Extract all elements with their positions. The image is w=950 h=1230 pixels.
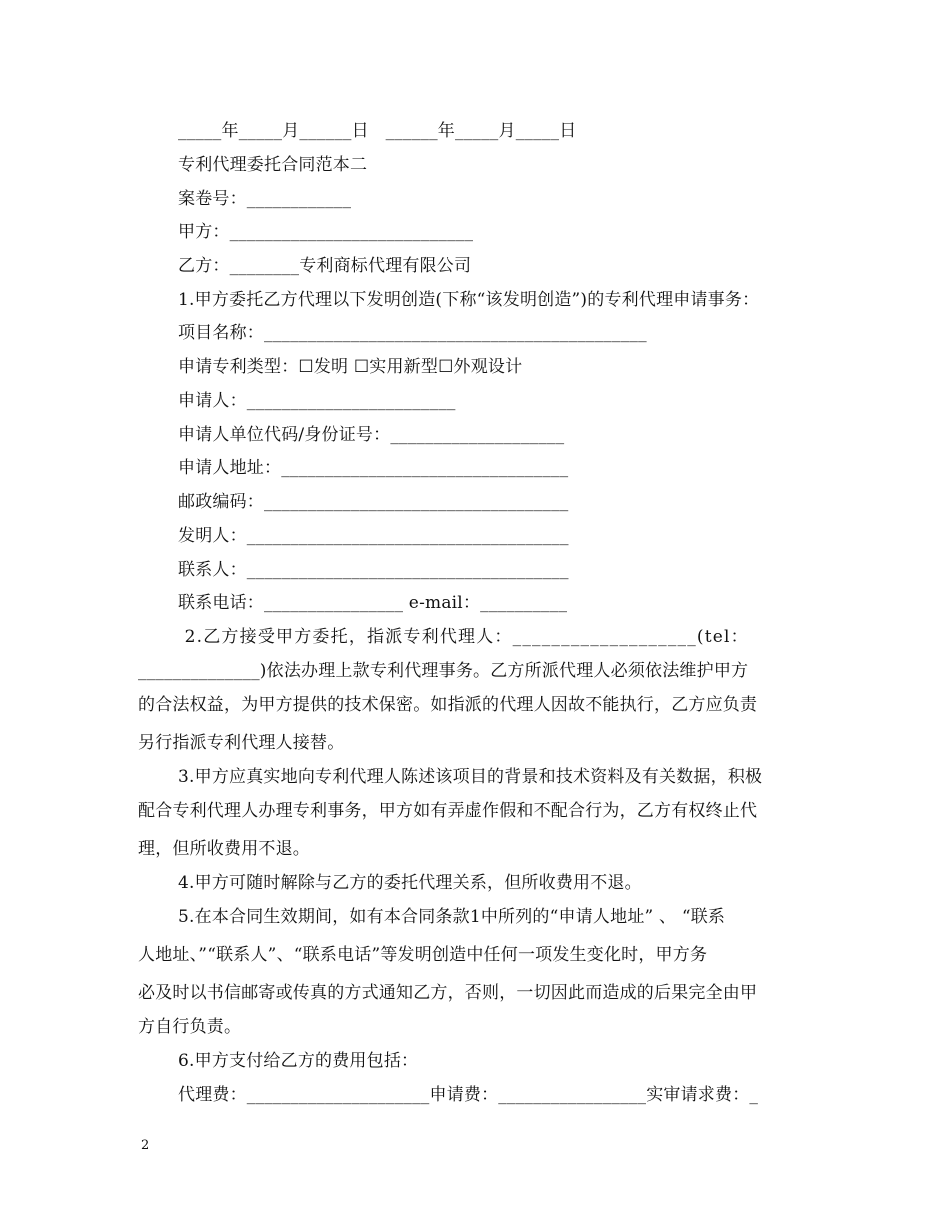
clause-4: 4.甲方可随时解除与乙方的委托代理关系，但所收费用不退。 — [178, 873, 642, 893]
applicant-id-field: 申请人单位代码/身份证号：____________________ — [178, 425, 565, 445]
clause-2-line-1: 2.乙方接受甲方委托，指派专利代理人：___________________(tel： — [178, 627, 749, 647]
clause-3-line-2: 配合专利代理人办理专利事务，甲方如有弄虚作假和不配合行为，乙方有权终止代 — [138, 801, 758, 821]
clause-3-line-3: 理，但所收费用不退。 — [138, 839, 310, 859]
clause-3-line-1: 3.甲方应真实地向专利代理人陈述该项目的背景和技术资料及有关数据，积极 — [178, 767, 763, 787]
case-number-field: 案卷号：____________ — [178, 189, 352, 209]
phone-email-field: 联系电话：________________ e-mail：__________ — [178, 593, 568, 613]
clause-2-line-4: 另行指派专利代理人接替。 — [138, 733, 345, 753]
party-a-field: 甲方：____________________________ — [178, 222, 474, 242]
contact-field: 联系人：_____________________________________ — [178, 560, 569, 580]
project-name-field: 项目名称：____________________________________________ — [178, 323, 647, 343]
party-b-field: 乙方：________专利商标代理有限公司 — [178, 256, 472, 276]
clause-5-line-2: 人地址、”“联系人”、“联系电话”等发明创造中任何一项发生变化时，甲方务 — [138, 945, 708, 965]
clause-6-heading: 6.甲方支付给乙方的费用包括： — [178, 1051, 419, 1071]
document-title: 专利代理委托合同范本二 — [178, 155, 368, 175]
date-line: _____年_____月______日 ______年_____月_____日 — [178, 121, 577, 141]
page-number: 2 — [141, 1138, 150, 1153]
clause-5-line-3: 必及时以书信邮寄或传真的方式通知乙方，否则，一切因此而造成的后果完全由甲 — [138, 983, 758, 1003]
applicant-address-field: 申请人地址：_________________________________ — [178, 458, 569, 478]
postal-code-field: 邮政编码：___________________________________ — [178, 492, 569, 512]
inventor-field: 发明人：_____________________________________ — [178, 526, 569, 546]
clause-2-line-2: ______________)依法办理上款专利代理事务。乙方所派代理人必须依法维护甲方 — [138, 661, 749, 681]
clause-5-line-4: 方自行负责。 — [138, 1017, 242, 1037]
applicant-field: 申请人：________________________ — [178, 391, 456, 411]
patent-type-field: 申请专利类型：☐发明 ☐实用新型☐外观设计 — [178, 357, 523, 377]
clause-5-line-1: 5.在本合同生效期间，如有本合同条款1中所列的“申请人地址” 、 “联系 — [178, 907, 726, 927]
clause-1-heading: 1.甲方委托乙方代理以下发明创造(下称“该发明创造”)的专利代理申请事务： — [178, 290, 760, 310]
fees-line: 代理费：_____________________申请费：_________________实审请求费：_ — [178, 1085, 759, 1105]
clause-2-line-3: 的合法权益，为甲方提供的技术保密。如指派的代理人因故不能执行，乙方应负责 — [138, 695, 758, 715]
